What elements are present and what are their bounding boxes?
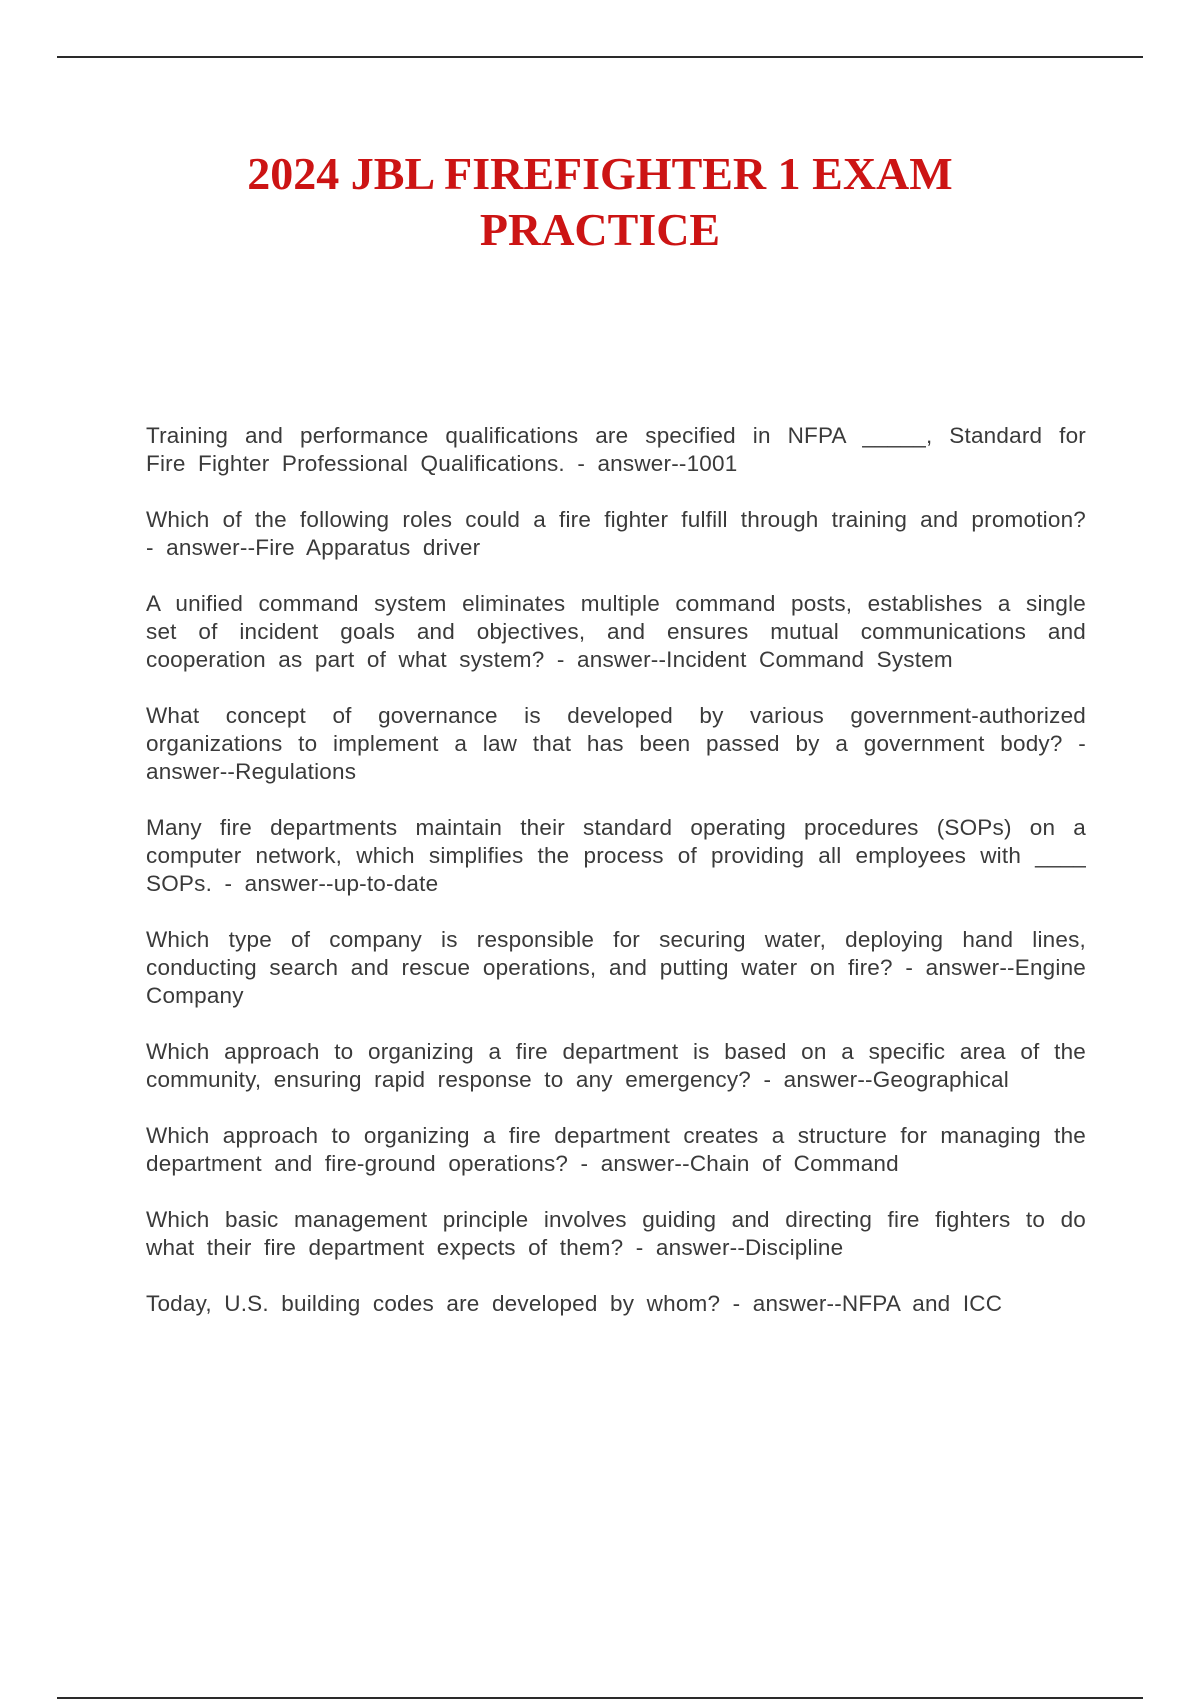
- qa-item: What concept of governance is developed by various government-authorized organizations to implement a law that has been passed by a government body? - answer--Regulations: [146, 703, 1086, 784]
- document-title: [100, 146, 1100, 258]
- qa-item: Which basic management principle involves guiding and directing fire fighters to do what their fire department expects of them? - answer--Discipline: [146, 1207, 1086, 1260]
- qa-item: Training and performance qualifications are specified in NFPA _____, Standard for Fire Fighter Professional Qualifications. - answer--1001: [146, 423, 1086, 476]
- qa-item: Which approach to organizing a fire department is based on a specific area of the community, ensuring rapid response to any emergency? - answer--Geographical: [146, 1039, 1086, 1092]
- qa-item: Today, U.S. building codes are developed by whom? - answer--NFPA and ICC: [146, 1291, 1003, 1316]
- qa-item: A unified command system eliminates multiple command posts, establishes a single set of incident goals and objectives, and ensures mutual communications and cooperation as part of what system? - answer--Incident Command System: [146, 591, 1086, 672]
- title-line-2: PRACTICE: [479, 204, 721, 255]
- qa-item: Which type of company is responsible for securing water, deploying hand lines, conducting search and rescue operations, and putting water on fire? - answer--Engine Company: [146, 927, 1086, 1008]
- qa-item: Which of the following roles could a fire fighter fulfill through training and promotion? - answer--Fire Apparatus driver: [146, 507, 1086, 560]
- title-line-1: 2024 JBL FIREFIGHTER 1 EXAM: [247, 148, 953, 199]
- qa-item: Which approach to organizing a fire department creates a structure for managing the department and fire-ground operations? - answer--Chain of Command: [146, 1123, 1086, 1176]
- top-rule: [57, 56, 1143, 58]
- qa-item: Many fire departments maintain their standard operating procedures (SOPs) on a computer network, which simplifies the process of providing all employees with ____ SOPs. - answer--up-to-date: [146, 815, 1086, 896]
- bottom-rule: [57, 1697, 1143, 1699]
- question-answer-list: [146, 422, 1086, 1346]
